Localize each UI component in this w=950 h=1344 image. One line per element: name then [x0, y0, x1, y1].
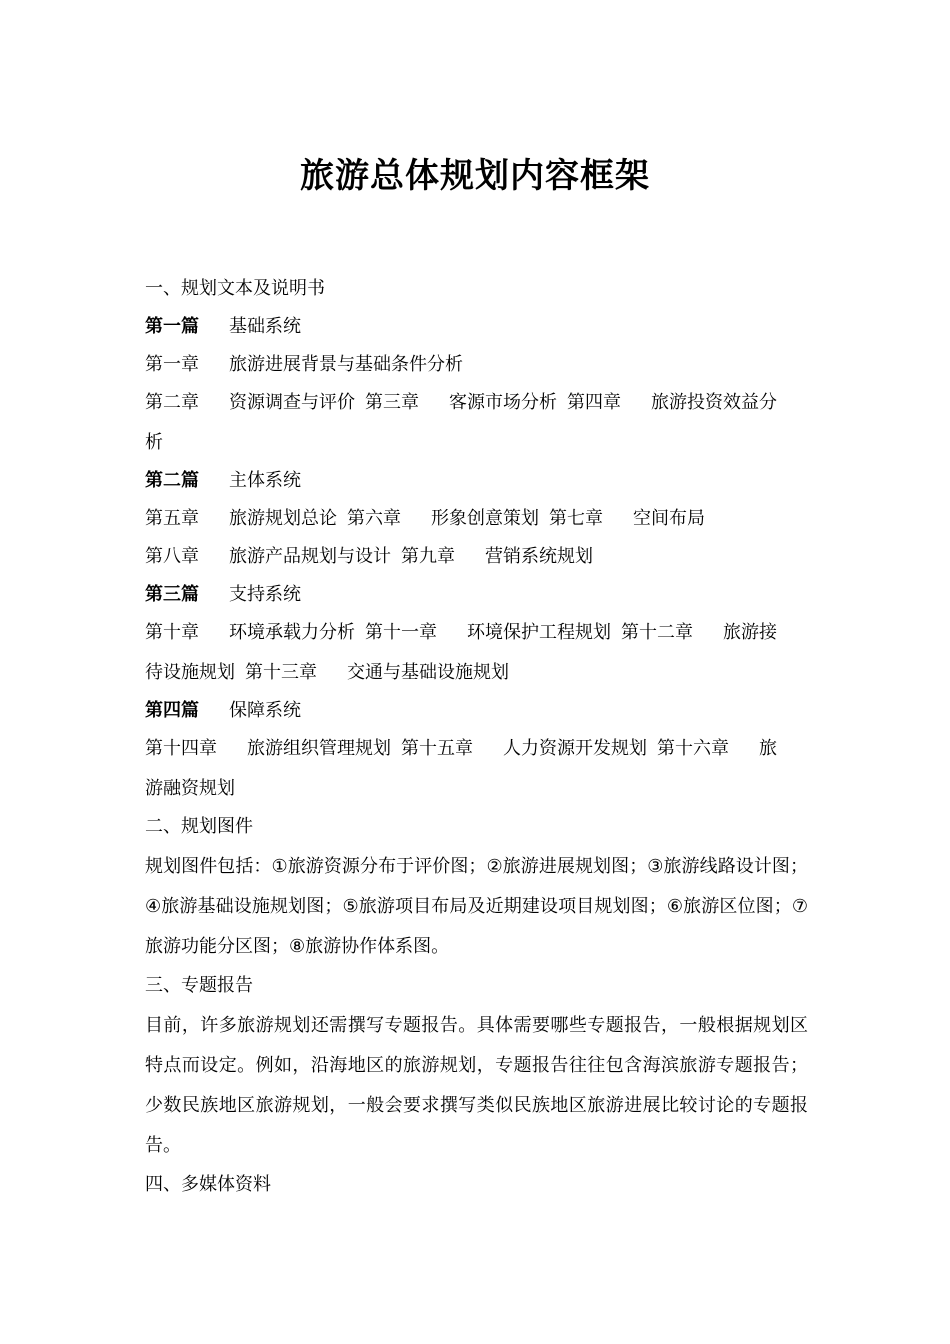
section-heading-2: 二、规划图件 — [145, 816, 253, 837]
part-4-heading — [145, 692, 808, 730]
chapter-line: 第一章 旅游进展背景与基础条件分析 — [145, 354, 463, 375]
chapter-line: 第十四章 旅游组织管理规划 第十五章 人力资源开发规划 第十六章 旅 — [145, 738, 777, 759]
section-heading-3: 三、专题报告 — [145, 975, 253, 996]
chapter-line: 第二章 资源调查与评价 第三章 客源市场分析 第四章 旅游投资效益分 — [145, 392, 777, 413]
part-label: 第四篇 — [145, 700, 199, 721]
part-label: 第三篇 — [145, 584, 199, 605]
part-label: 第二篇 — [145, 470, 199, 491]
chapter-line: 第五章 旅游规划总论 第六章 形象创意策划 第七章 空间布局 — [145, 508, 705, 529]
document-title: 旅游总体规划内容框架 — [300, 156, 650, 196]
part-label: 第一篇 — [145, 316, 199, 337]
part-name: 基础系统 — [229, 316, 301, 337]
part-name: 支持系统 — [229, 584, 301, 605]
section-heading-1: 一、规划文本及说明书 — [145, 278, 325, 299]
part-2-heading — [145, 462, 808, 500]
section-heading-4: 四、多媒体资料 — [145, 1174, 271, 1195]
part-3-heading — [145, 576, 808, 614]
document-body — [145, 270, 808, 1204]
chapter-line: 第十章 环境承载力分析 第十一章 环境保护工程规划 第十二章 旅游接 — [145, 622, 777, 643]
section-2-paragraph: 规划图件包括：①旅游资源分布于评价图；②旅游进展规划图；③旅游线路设计图；④旅游基础设施规划图；⑤旅游项目布局及近期建设项目规划图；⑥旅游区位图；⑦旅游功能分区图；⑧旅游协作体系图。 — [145, 856, 808, 957]
chapter-line-continued: 游融资规划 — [145, 778, 235, 799]
part-name: 保障系统 — [229, 700, 301, 721]
section-3-paragraph: 目前，许多旅游规划还需撰写专题报告。具体需要哪些专题报告，一般根据规划区特点而设定。例如，沿海地区的旅游规划，专题报告往往包含海滨旅游专题报告；少数民族地区旅游规划，一般会要求撰写类似民族地区旅游进展比较讨论的专题报告。 — [145, 1015, 808, 1156]
part-1-heading — [145, 308, 808, 346]
chapter-line-continued: 待设施规划 第十三章 交通与基础设施规划 — [145, 662, 509, 683]
part-name: 主体系统 — [229, 470, 301, 491]
chapter-line-continued: 析 — [145, 432, 163, 453]
chapter-line: 第八章 旅游产品规划与设计 第九章 营销系统规划 — [145, 546, 593, 567]
